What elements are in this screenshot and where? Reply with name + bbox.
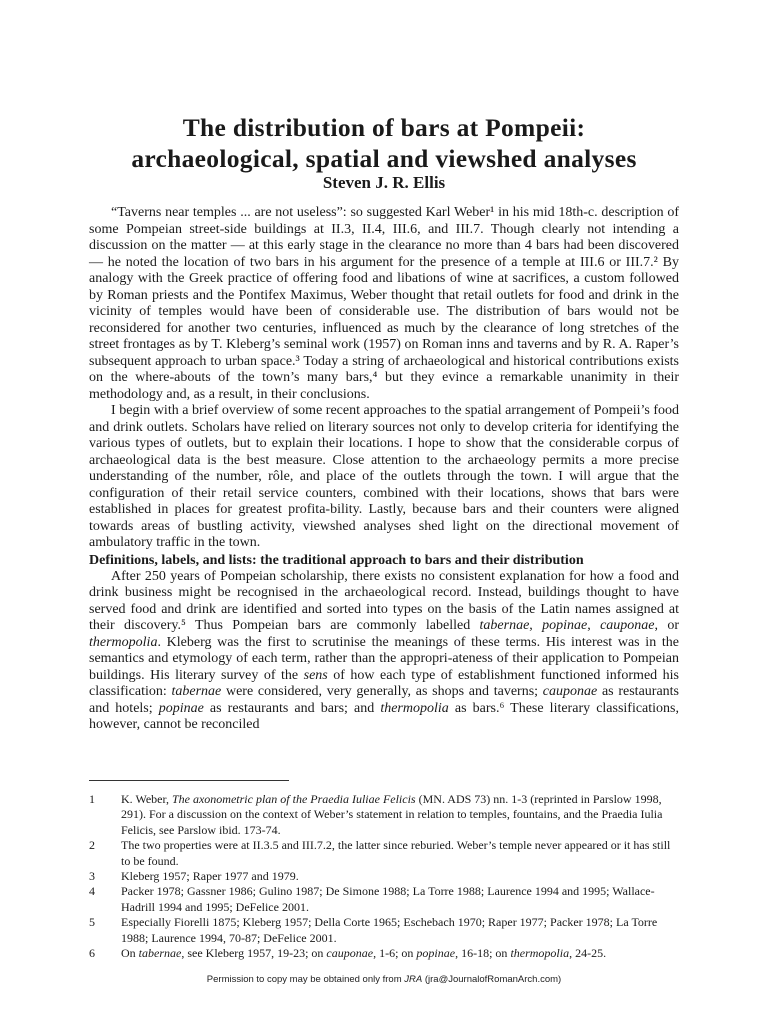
footnote-number: 4 [89, 884, 95, 899]
footnote-number: 3 [89, 869, 95, 884]
footnote-text: Kleberg 1957; Raper 1977 and 1979. [121, 869, 299, 884]
footnote-3 [89, 869, 679, 884]
copy-permission-notice: Permission to copy may be obtained only from JRA (jra@JournalofRomanArch.com) [206, 974, 562, 985]
paragraph-2: I begin with a brief overview of some recent approaches to the spatial arrangement of Pompeii’s food and drink outlets. Scholars have relied on literary sources not only to develop criteria for identifying the various types of outlets, but to explain their locations. I hope to show that the considerable corpus of archaeological data is the best measure. Close attention to the archaeology permits a more precise understanding of the number, rôle, and place of the outlets through the town. I will argue that the configuration of their retail service counters, combined with their locations, shows that bars were established in places for greatest profita-bility. Lastly, because bars and their counters were aligned towards areas of bustling activity, viewshed analyses shed light on the directional movement of ambulatory traffic in the town. [89, 403, 679, 550]
footnote-number: 6 [89, 946, 95, 961]
footnote-5 [89, 915, 679, 946]
footnote-4 [89, 884, 679, 915]
footnote-1 [89, 792, 679, 838]
author-name: Steven J. R. Ellis [322, 173, 446, 192]
title-line-1: The distribution of bars at Pompeii: [182, 113, 586, 142]
footnote-text: Especially Fiorelli 1875; Kleberg 1957; Della Corte 1965; Eschebach 1970; Raper 1977; Packer 1978; La Torre 1988; Laurence 1994, 70-87; DeFelice 2001. [121, 915, 658, 945]
section-heading: Definitions, labels, and lists: the traditional approach to bars and their distribution [89, 552, 584, 568]
footnote-text: The two properties were at II.3.5 and III.7.2, the latter since reburied. Weber’s temple never appeared or it has still to be found. [121, 838, 671, 868]
article-body [89, 205, 679, 734]
footnote-number: 1 [89, 792, 95, 806]
footnote-number: 5 [89, 915, 95, 930]
footnote-2 [89, 838, 679, 869]
footnote-6 [89, 946, 679, 961]
footnotes [89, 792, 679, 961]
paragraph-3: After 250 years of Pompeian scholarship, there exists no consistent explanation for how a food and drink business might be recognised in the archaeological record. Instead, buildings thought to have served food and drink are identified and sorted into types on the basis of the Latin names assigned at their discovery.⁵ Thus Pompeian bars are commonly labelled tabernae, popinae, cauponae, or thermopolia. Kleberg was the first to scrutinise the meanings of these terms. His interest was in the semantics and etymology of each term, rather than the appropri-ateness of their application to Pompeian buildings. His literary survey of the sens of how each type of establishment functioned informed his classification: tabernae were considered, very generally, as shops and taverns; cauponae as restaurants and hotels; popinae as restaurants and bars; and thermopolia as bars.⁶ These literary classifications, however, cannot be reconciled [89, 568, 679, 732]
paragraph-1: “Taverns near temples ... are not useless”: so suggested Karl Weber¹ in his mid 18th-c. description of some Pompeian street-side buildings at II.3, II.4, III.6, and III.7. Though clearly not intending a discussion on the matter — at this early stage in the clearance no more than 4 bars had been discovered — he noted the location of two bars in his argument for the presence of a temple at III.6 or III.7.² By analogy with the Greek practice of offering food and libations of wine at sacrifices, a custom followed by Roman priests and the Pontifex Maximus, Weber thought that retail outlets for food and drink in the vicinity of temples would have been of considerable use. The distribution of bars would not be reconsidered for another two centuries, influenced as much by the clearance of long stretches of the street frontages as by T. Kleberg’s seminal work (1957) on Roman inns and taverns and by R. A. Raper’s subsequent approach to urban space.³ Today a string of archaeological and historical contributions exists on the where-abouts of the town’s many bars,⁴ but they evince a remarkable unanimity in their methodology and, as a result, in their conclusions. [89, 205, 679, 402]
footnote-text: On tabernae, see Kleberg 1957, 19-23; on cauponae, 1-6; on popinae, 16-18; on thermopolia, 24-25. [121, 946, 607, 961]
article-title [60, 112, 708, 174]
footnote-text: Packer 1978; Gassner 1986; Gulino 1987; De Simone 1988; La Torre 1988; Laurence 1994 and 1995; Wallace-Hadrill 1994 and 1995; DeFelice 2001. [121, 884, 655, 914]
footnote-number: 2 [89, 838, 95, 853]
title-line-2: archaeological, spatial and viewshed analyses [131, 144, 637, 173]
footnote-rule [89, 780, 289, 781]
footnote-text: K. Weber, The axonometric plan of the Praedia Iuliae Felicis (MN. ADS 73) nn. 1-3 (reprinted in Parslow 1998, 291). For a discussion on the context of Weber’s statement in relation to temples, fountains, and the Praedia Iulia Felicis, see Parslow ibid. 173-74. [121, 792, 663, 837]
